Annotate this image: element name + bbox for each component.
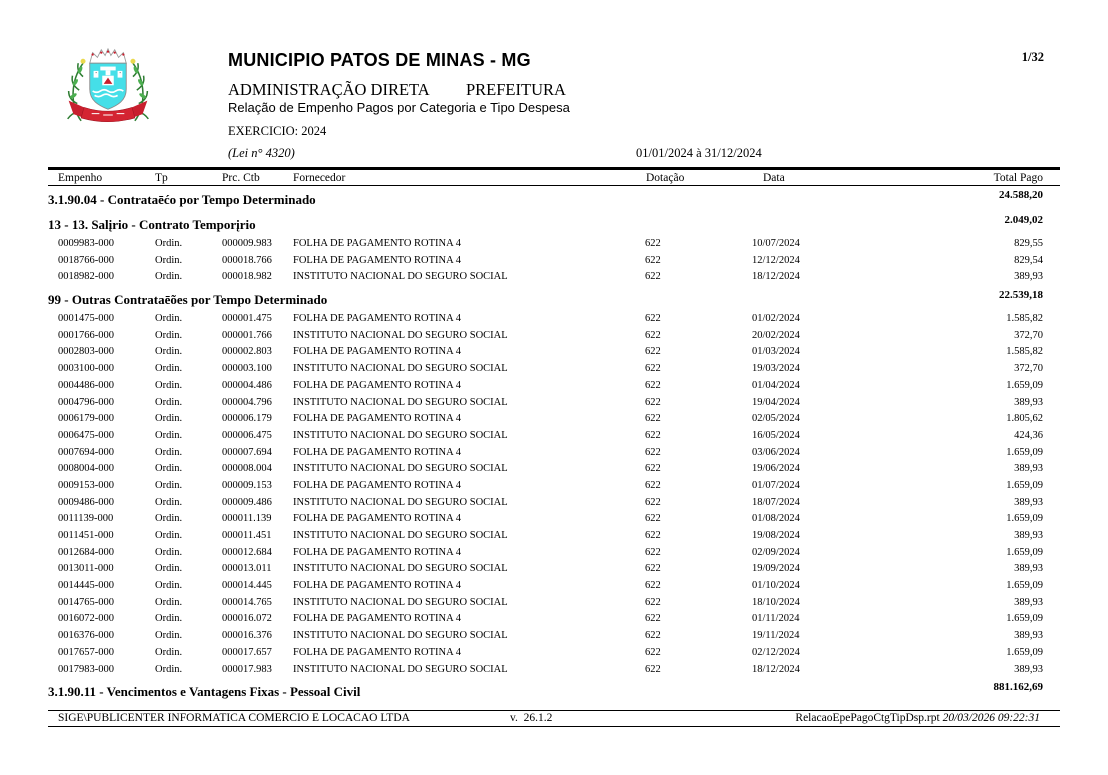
total-pago-cell: 372,70 [1014, 329, 1043, 341]
prc-ctb-cell: 000018.766 [222, 254, 272, 266]
prc-ctb-cell: 000001.766 [222, 329, 272, 341]
fornecedor-cell: INSTITUTO NACIONAL DO SEGURO SOCIAL [293, 463, 508, 475]
empenho-cell: 0001475-000 [58, 313, 114, 325]
table-row [48, 253, 1060, 270]
municipality-coat-of-arms-icon [60, 42, 156, 142]
data-cell: 02/12/2024 [752, 646, 800, 658]
category-section-row [48, 211, 1060, 236]
fornecedor-cell: FOLHA DE PAGAMENTO ROTINA 4 [293, 580, 462, 592]
table-row [48, 428, 1060, 445]
dotacao-cell: 622 [645, 513, 661, 525]
fornecedor-cell: FOLHA DE PAGAMENTO ROTINA 4 [293, 513, 462, 525]
col-header-fornecedor: Fornecedor [293, 171, 346, 184]
col-header-prc-ctb: Prc. Ctb [222, 171, 260, 184]
data-cell: 01/10/2024 [752, 580, 800, 592]
prc-ctb-cell: 000009.486 [222, 496, 272, 508]
fornecedor-cell: INSTITUTO NACIONAL DO SEGURO SOCIAL [293, 596, 508, 608]
prc-ctb-cell: 000008.004 [222, 463, 272, 475]
empenho-cell: 0009486-000 [58, 496, 114, 508]
section-total: 2.049,02 [1004, 214, 1043, 226]
data-cell: 01/08/2024 [752, 513, 800, 525]
flower-right [130, 59, 135, 64]
generation-datetime: 20/03/2026 09:22:31 [942, 712, 1040, 724]
tp-cell: Ordin. [155, 313, 183, 325]
tp-cell: Ordin. [155, 479, 183, 491]
table-row [48, 395, 1060, 412]
table-row [48, 328, 1060, 345]
table-row [48, 269, 1060, 286]
table-body [48, 186, 1060, 703]
fornecedor-cell: FOLHA DE PAGAMENTO ROTINA 4 [293, 346, 462, 358]
fornecedor-cell: INSTITUTO NACIONAL DO SEGURO SOCIAL [293, 329, 508, 341]
prc-ctb-cell: 000007.694 [222, 446, 272, 458]
total-pago-cell: 829,55 [1014, 238, 1043, 249]
data-cell: 03/06/2024 [752, 446, 800, 458]
fornecedor-cell: INSTITUTO NACIONAL DO SEGURO SOCIAL [293, 396, 508, 408]
empenho-cell: 0018766-000 [58, 254, 114, 266]
fornecedor-cell: INSTITUTO NACIONAL DO SEGURO SOCIAL [293, 630, 508, 642]
empenho-cell: 0017983-000 [58, 663, 114, 675]
tp-cell: Ordin. [155, 363, 183, 375]
data-cell: 18/07/2024 [752, 496, 800, 508]
table-row [48, 595, 1060, 612]
table-row [48, 628, 1060, 645]
tp-cell: Ordin. [155, 596, 183, 608]
total-pago-cell: 1.659,09 [1006, 513, 1043, 525]
municipality-name: MUNICIPIO PATOS DE MINAS - MG [228, 50, 531, 70]
dotacao-cell: 622 [645, 530, 661, 541]
prc-ctb-cell: 000012.684 [222, 546, 272, 558]
exercise-label: EXERCICIO: 2024 [228, 124, 327, 138]
fornecedor-cell: INSTITUTO NACIONAL DO SEGURO SOCIAL [293, 363, 508, 375]
data-cell: 19/09/2024 [752, 563, 800, 575]
col-header-empenho: Empenho [58, 171, 103, 184]
prc-ctb-cell: 000011.451 [222, 530, 272, 541]
total-pago-cell: 389,93 [1014, 463, 1043, 475]
prc-ctb-cell: 000009.983 [222, 238, 272, 249]
total-pago-cell: 389,93 [1014, 563, 1043, 575]
empenho-cell: 0004486-000 [58, 379, 114, 391]
data-cell: 10/07/2024 [752, 238, 800, 249]
prc-ctb-cell: 000014.445 [222, 580, 272, 592]
fornecedor-cell: FOLHA DE PAGAMENTO ROTINA 4 [293, 413, 462, 425]
dotacao-cell: 622 [645, 563, 661, 575]
administration-line [228, 80, 568, 100]
data-cell: 18/12/2024 [752, 663, 800, 675]
flower-left [81, 59, 86, 64]
total-pago-cell: 372,70 [1014, 363, 1043, 375]
dotacao-cell: 622 [645, 238, 661, 249]
empenho-cell: 0016376-000 [58, 630, 114, 642]
table-row [48, 545, 1060, 562]
report-file-name: RelacaoEpePagoCtgTipDsp.rpt [795, 712, 943, 724]
prc-ctb-cell: 000014.765 [222, 596, 272, 608]
dotacao-cell: 622 [645, 271, 661, 283]
fornecedor-cell: FOLHA DE PAGAMENTO ROTINA 4 [293, 479, 462, 491]
total-pago-cell: 1.585,82 [1006, 346, 1043, 358]
table-row [48, 528, 1060, 545]
tp-cell: Ordin. [155, 563, 183, 575]
tp-cell: Ordin. [155, 613, 183, 625]
fornecedor-cell: FOLHA DE PAGAMENTO ROTINA 4 [293, 313, 462, 325]
data-cell: 19/06/2024 [752, 463, 800, 475]
tp-cell: Ordin. [155, 513, 183, 525]
category-section-row [48, 186, 1060, 211]
fornecedor-cell: INSTITUTO NACIONAL DO SEGURO SOCIAL [293, 563, 508, 575]
category-section-row [48, 286, 1060, 311]
prc-ctb-cell: 000013.011 [222, 563, 272, 575]
table-row [48, 611, 1060, 628]
total-pago-cell: 389,93 [1014, 271, 1043, 283]
table-row [48, 495, 1060, 512]
empenho-cell: 0013011-000 [58, 563, 114, 575]
prc-ctb-cell: 000017.657 [222, 646, 272, 658]
dotacao-cell: 622 [645, 396, 661, 408]
total-pago-cell: 389,93 [1014, 663, 1043, 675]
section-title: 13 - 13. Salįrio - Contrato Temporįrio [48, 217, 256, 232]
total-pago-cell: 424,36 [1014, 429, 1043, 441]
total-pago-cell: 1.585,82 [1006, 313, 1043, 325]
empenho-cell: 0018982-000 [58, 271, 114, 283]
table-row [48, 236, 1060, 253]
total-pago-cell: 1.659,09 [1006, 479, 1043, 491]
prc-ctb-cell: 000009.153 [222, 479, 272, 491]
empenho-cell: 0004796-000 [58, 396, 114, 408]
data-cell: 01/03/2024 [752, 346, 800, 358]
prc-ctb-cell: 000018.982 [222, 271, 272, 283]
dotacao-cell: 622 [645, 613, 661, 625]
dotacao-cell: 622 [645, 413, 661, 425]
tp-cell: Ordin. [155, 546, 183, 558]
total-pago-cell: 389,93 [1014, 596, 1043, 608]
dotacao-cell: 622 [645, 546, 661, 558]
total-pago-cell: 1.659,09 [1006, 580, 1043, 592]
tp-cell: Ordin. [155, 646, 183, 658]
empenho-cell: 0014445-000 [58, 580, 114, 592]
fornecedor-cell: INSTITUTO NACIONAL DO SEGURO SOCIAL [293, 429, 508, 441]
dotacao-cell: 622 [645, 596, 661, 608]
tp-cell: Ordin. [155, 413, 183, 425]
fornecedor-cell: FOLHA DE PAGAMENTO ROTINA 4 [293, 613, 462, 625]
empenho-cell: 0002803-000 [58, 346, 114, 358]
fornecedor-cell: FOLHA DE PAGAMENTO ROTINA 4 [293, 446, 462, 458]
data-cell: 01/07/2024 [752, 479, 800, 491]
prc-ctb-cell: 000004.486 [222, 379, 272, 391]
data-cell: 02/05/2024 [752, 413, 800, 425]
table-header-row [48, 167, 1060, 186]
report-period: 01/01/2024 à 31/12/2024 [636, 146, 762, 160]
total-pago-cell: 389,93 [1014, 530, 1043, 541]
prc-ctb-cell: 000006.179 [222, 413, 272, 425]
prc-ctb-cell: 000006.475 [222, 429, 272, 441]
tp-cell: Ordin. [155, 530, 183, 541]
tp-cell: Ordin. [155, 254, 183, 266]
dotacao-cell: 622 [645, 254, 661, 266]
data-cell: 19/11/2024 [752, 630, 800, 642]
software-version: v. 26.1.2 [510, 712, 553, 724]
total-pago-cell: 389,93 [1014, 396, 1043, 408]
total-pago-cell: 1.659,09 [1006, 546, 1043, 558]
total-pago-cell: 1.659,09 [1006, 379, 1043, 391]
prc-ctb-cell: 000011.139 [222, 513, 272, 525]
dotacao-cell: 622 [645, 363, 661, 375]
total-pago-cell: 1.659,09 [1006, 446, 1043, 458]
prc-ctb-cell: 000001.475 [222, 313, 272, 325]
table-row [48, 645, 1060, 662]
section-title: 3.1.90.04 - Contrataēćo por Tempo Determinado [48, 192, 316, 207]
col-header-data: Data [763, 171, 785, 184]
table-row [48, 378, 1060, 395]
data-cell: 19/03/2024 [752, 363, 800, 375]
report-footer [48, 710, 1060, 727]
fornecedor-cell: FOLHA DE PAGAMENTO ROTINA 4 [293, 254, 462, 266]
table-row [48, 361, 1060, 378]
data-cell: 01/04/2024 [752, 379, 800, 391]
page-number: 1/32 [1021, 50, 1044, 64]
tp-cell: Ordin. [155, 663, 183, 675]
table-row [48, 478, 1060, 495]
data-cell: 16/05/2024 [752, 429, 800, 441]
col-header-dotacao: Dotação [646, 171, 685, 184]
data-cell: 19/08/2024 [752, 530, 800, 541]
data-cell: 02/09/2024 [752, 546, 800, 558]
data-cell: 20/02/2024 [752, 329, 800, 341]
prc-ctb-cell: 000002.803 [222, 346, 272, 358]
report-table [48, 167, 1060, 703]
section-title: 3.1.90.11 - Vencimentos e Vantagens Fixas - Pessoal Civil [48, 684, 361, 700]
tp-cell: Ordin. [155, 238, 183, 249]
table-row [48, 311, 1060, 328]
data-cell: 18/10/2024 [752, 596, 800, 608]
tp-cell: Ordin. [155, 379, 183, 391]
dotacao-cell: 622 [645, 663, 661, 675]
fornecedor-cell: INSTITUTO NACIONAL DO SEGURO SOCIAL [293, 663, 508, 675]
table-row [48, 578, 1060, 595]
data-cell: 18/12/2024 [752, 271, 800, 283]
empenho-cell: 0006475-000 [58, 429, 114, 441]
empenho-cell: 0009153-000 [58, 479, 114, 491]
report-file-stamp [795, 712, 1040, 724]
fornecedor-cell: FOLHA DE PAGAMENTO ROTINA 4 [293, 646, 462, 658]
total-pago-cell: 389,93 [1014, 630, 1043, 642]
table-row [48, 445, 1060, 462]
data-cell: 01/11/2024 [752, 613, 800, 625]
total-pago-cell: 1.659,09 [1006, 646, 1043, 658]
empenho-cell: 0003100-000 [58, 363, 114, 375]
data-cell: 19/04/2024 [752, 396, 800, 408]
table-row [48, 561, 1060, 578]
dotacao-cell: 622 [645, 329, 661, 341]
col-header-total-pago: Total Pago [993, 171, 1043, 184]
dotacao-cell: 622 [645, 496, 661, 508]
col-header-tp: Tp [155, 171, 168, 184]
tp-cell: Ordin. [155, 580, 183, 592]
empenho-cell: 0008004-000 [58, 463, 114, 475]
fornecedor-cell: INSTITUTO NACIONAL DO SEGURO SOCIAL [293, 271, 508, 283]
administration-type: ADMINISTRAÇÃO DIRETA [228, 80, 430, 99]
category-section-row [48, 678, 1060, 703]
section-total: 24.588,20 [999, 189, 1043, 201]
tp-cell: Ordin. [155, 329, 183, 341]
tp-cell: Ordin. [155, 463, 183, 475]
prc-ctb-cell: 000017.983 [222, 663, 272, 675]
section-total: 881.162,69 [993, 681, 1043, 694]
total-pago-cell: 389,93 [1014, 496, 1043, 508]
fornecedor-cell: FOLHA DE PAGAMENTO ROTINA 4 [293, 379, 462, 391]
tp-cell: Ordin. [155, 446, 183, 458]
total-pago-cell: 1.805,62 [1006, 413, 1043, 425]
tp-cell: Ordin. [155, 346, 183, 358]
empenho-cell: 0011451-000 [58, 530, 114, 541]
dotacao-cell: 622 [645, 463, 661, 475]
dotacao-cell: 622 [645, 429, 661, 441]
total-pago-cell: 1.659,09 [1006, 613, 1043, 625]
table-row [48, 511, 1060, 528]
tp-cell: Ordin. [155, 396, 183, 408]
prc-ctb-cell: 000016.072 [222, 613, 272, 625]
dotacao-cell: 622 [645, 313, 661, 325]
dotacao-cell: 622 [645, 630, 661, 642]
section-title: 99 - Outras Contrataēões por Tempo Determinado [48, 292, 328, 308]
dotacao-cell: 622 [645, 646, 661, 658]
dotacao-cell: 622 [645, 479, 661, 491]
table-row [48, 411, 1060, 428]
tp-cell: Ordin. [155, 429, 183, 441]
fornecedor-cell: FOLHA DE PAGAMENTO ROTINA 4 [293, 238, 462, 249]
empenho-cell: 0014765-000 [58, 596, 114, 608]
dotacao-cell: 622 [645, 379, 661, 391]
data-cell: 01/02/2024 [752, 313, 800, 325]
table-row [48, 662, 1060, 679]
tp-cell: Ordin. [155, 271, 183, 283]
empenho-cell: 0017657-000 [58, 646, 114, 658]
entity-name: PREFEITURA [466, 80, 566, 99]
total-pago-cell: 829,54 [1014, 254, 1043, 266]
section-total: 22.539,18 [999, 289, 1043, 302]
fornecedor-cell: INSTITUTO NACIONAL DO SEGURO SOCIAL [293, 530, 508, 541]
fornecedor-cell: INSTITUTO NACIONAL DO SEGURO SOCIAL [293, 496, 508, 508]
software-vendor: SIGE\PUBLICENTER INFORMATICA COMERCIO E LOCACAO LTDA [58, 712, 410, 724]
law-reference: (Lei n° 4320) [228, 146, 295, 160]
empenho-cell: 0016072-000 [58, 613, 114, 625]
prc-ctb-cell: 000016.376 [222, 630, 272, 642]
dotacao-cell: 622 [645, 446, 661, 458]
table-row [48, 461, 1060, 478]
empenho-cell: 0007694-000 [58, 446, 114, 458]
tp-cell: Ordin. [155, 630, 183, 642]
prc-ctb-cell: 000003.100 [222, 363, 272, 375]
fornecedor-cell: FOLHA DE PAGAMENTO ROTINA 4 [293, 546, 462, 558]
empenho-cell: 0006179-000 [58, 413, 114, 425]
dotacao-cell: 622 [645, 346, 661, 358]
table-row [48, 344, 1060, 361]
data-cell: 12/12/2024 [752, 254, 800, 266]
tp-cell: Ordin. [155, 496, 183, 508]
report-title: Relação de Empenho Pagos por Categoria e Tipo Despesa [228, 100, 570, 115]
empenho-cell: 0011139-000 [58, 513, 114, 525]
empenho-cell: 0001766-000 [58, 329, 114, 341]
empenho-cell: 0012684-000 [58, 546, 114, 558]
prc-ctb-cell: 000004.796 [222, 396, 272, 408]
dotacao-cell: 622 [645, 580, 661, 592]
empenho-cell: 0009983-000 [58, 238, 114, 249]
